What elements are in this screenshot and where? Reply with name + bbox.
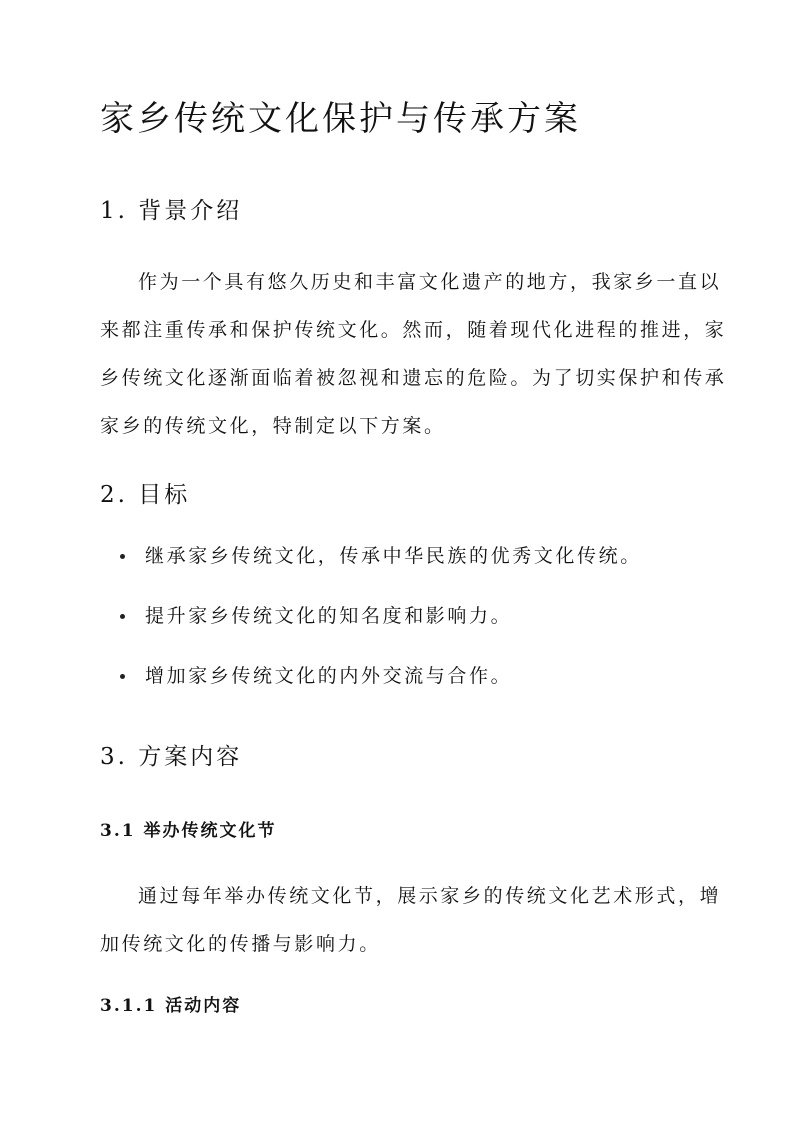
subsection-heading-festival: 3.1 举办传统文化节 (100, 821, 277, 841)
paragraph-line: 来都注重传承和保护传统文化。然而，随着现代化进程的推进，家 (100, 319, 727, 341)
section-heading-goals: 2. 目标 (100, 482, 191, 508)
list-item-text: 增加家乡传统文化的内外交流与合作。 (145, 665, 513, 687)
paragraph-line: 家乡的传统文化，特制定以下方案。 (100, 415, 446, 437)
document-title: 家乡传统文化保护与传承方案 (100, 99, 581, 139)
section-heading-background: 1. 背景介绍 (100, 198, 243, 224)
list-item-text: 提升家乡传统文化的知名度和影响力。 (145, 605, 513, 627)
section-heading-plan: 3. 方案内容 (100, 744, 243, 770)
paragraph-line: 作为一个具有悠久历史和丰富文化遗产的地方，我家乡一直以 (138, 271, 722, 293)
background-paragraph (100, 258, 727, 450)
list-item-text: 继承家乡传统文化，传承中华民族的优秀文化传统。 (145, 545, 642, 567)
bullet-icon (120, 674, 125, 679)
paragraph-line: 通过每年举办传统文化节，展示家乡的传统文化艺术形式，增 (138, 885, 722, 907)
bullet-icon (120, 554, 125, 559)
subsubsection-heading-activities: 3.1.1 活动内容 (100, 996, 242, 1016)
paragraph-line: 加传统文化的传播与影响力。 (100, 933, 381, 955)
festival-paragraph (100, 872, 722, 968)
bullet-icon (120, 614, 125, 619)
paragraph-line: 乡传统文化逐渐面临着被忽视和遗忘的危险。为了切实保护和传承 (100, 367, 727, 389)
